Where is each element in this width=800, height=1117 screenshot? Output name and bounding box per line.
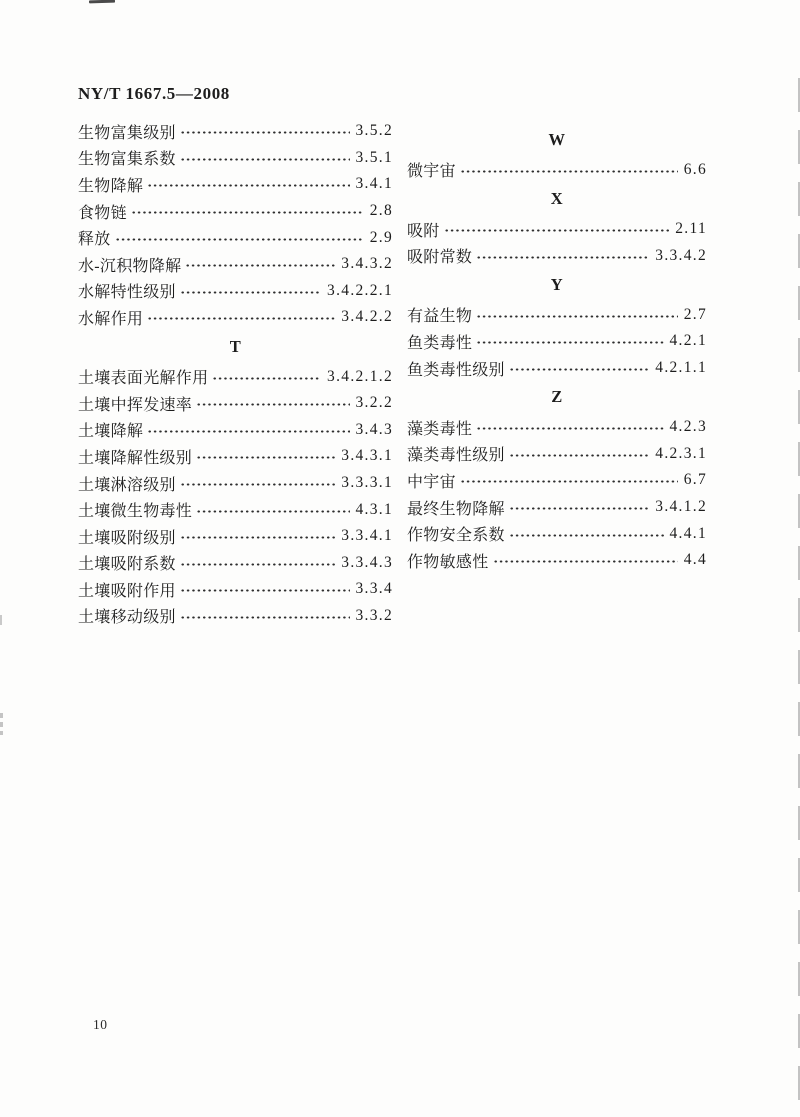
section-ref: 3.3.3.1 [341, 474, 393, 492]
section-ref: 3.3.4.1 [341, 527, 393, 545]
index-term: 生物富集系数 [78, 151, 176, 169]
dot-leader [196, 390, 349, 417]
index-entry [407, 328, 707, 355]
section-ref: 2.11 [675, 220, 707, 238]
index-entry [407, 302, 707, 329]
index-term: 中宇宙 [407, 473, 456, 491]
dot-leader [460, 467, 678, 494]
dot-leader [180, 470, 335, 497]
index-term: 微宇宙 [407, 163, 456, 181]
index-entry [78, 576, 393, 603]
index-term: 水-沉积物降解 [78, 257, 182, 275]
index-entry [407, 494, 707, 521]
index-entry [78, 145, 393, 172]
index-term: 土壤降解性级别 [78, 449, 193, 467]
dot-leader [147, 417, 349, 444]
index-term: 吸附常数 [407, 249, 473, 267]
index-entry [78, 171, 393, 198]
page-number: 10 [93, 1017, 108, 1032]
scan-artifact-left-edge [0, 713, 3, 735]
index-term: 食物链 [78, 204, 127, 222]
section-ref: 3.5.2 [355, 122, 393, 140]
section-ref: 4.2.1.1 [655, 359, 707, 377]
section-ref: 3.3.2 [355, 606, 393, 624]
index-entry [78, 470, 393, 497]
index-letter-heading: T [229, 336, 242, 356]
index-term: 生物富集级别 [78, 124, 176, 142]
dot-leader [476, 242, 649, 269]
dot-leader [115, 224, 364, 251]
dot-leader [476, 302, 678, 329]
section-ref: 3.4.3 [355, 420, 393, 438]
index-term: 土壤降解 [78, 423, 144, 441]
dot-leader [196, 443, 335, 470]
index-term: 吸附 [407, 222, 440, 240]
dot-leader [476, 328, 663, 355]
dot-leader [180, 550, 335, 577]
standard-number-header: NY/T 1667.5—2008 [78, 84, 230, 103]
dot-leader [509, 355, 649, 382]
dot-leader [509, 494, 649, 521]
index-term: 水解作用 [78, 310, 144, 328]
index-entry [407, 547, 707, 574]
index-entry [78, 496, 393, 523]
index-term: 土壤移动级别 [78, 609, 176, 627]
scan-artifact-top-edge [89, 0, 115, 3]
index-entry [78, 523, 393, 550]
index-term: 水解特性级别 [78, 284, 176, 302]
dot-leader [180, 278, 321, 305]
index-entry [78, 363, 393, 390]
section-ref: 4.4 [683, 551, 707, 569]
index-term: 土壤淋溶级别 [78, 476, 176, 494]
dot-leader [131, 198, 364, 225]
index-entry [78, 224, 393, 251]
dot-leader [509, 520, 664, 547]
index-entry [78, 550, 393, 577]
section-ref: 4.4.1 [669, 524, 707, 542]
section-ref: 2.7 [683, 305, 707, 323]
index-entry [78, 251, 393, 278]
section-ref: 3.4.1.2 [655, 498, 707, 516]
section-ref: 3.5.1 [355, 148, 393, 166]
section-ref: 3.3.4.2 [655, 246, 707, 264]
dot-leader [180, 145, 350, 172]
index-term: 作物敏感性 [407, 553, 489, 571]
index-term: 生物降解 [78, 177, 144, 195]
section-ref: 4.3.1 [355, 500, 393, 518]
dot-leader [180, 523, 335, 550]
dot-leader [460, 157, 678, 184]
dot-leader [476, 414, 663, 441]
section-ref: 2.9 [369, 228, 393, 246]
index-term: 藻类毒性级别 [407, 447, 505, 465]
scan-artifact-left-edge [0, 615, 2, 625]
index-term: 土壤吸附级别 [78, 529, 176, 547]
index-entry [407, 441, 707, 468]
index-entry [407, 467, 707, 494]
section-ref: 2.8 [369, 202, 393, 220]
index-entry [407, 157, 707, 184]
section-ref: 3.4.2.2 [341, 308, 393, 326]
index-entry [407, 355, 707, 382]
index-entry [78, 417, 393, 444]
dot-leader [444, 216, 670, 243]
index-letter-heading: X [550, 189, 564, 209]
index-entry [78, 443, 393, 470]
index-entry [78, 198, 393, 225]
index-term: 藻类毒性 [407, 420, 473, 438]
dot-leader [509, 441, 649, 468]
dot-leader [196, 496, 349, 523]
index-right-column [407, 124, 707, 574]
index-letter-heading: Z [551, 387, 563, 407]
index-entry [407, 242, 707, 269]
index-entry [78, 390, 393, 417]
index-term: 土壤吸附系数 [78, 556, 176, 574]
section-ref: 3.4.2.1.2 [327, 367, 393, 385]
index-entry [78, 118, 393, 145]
section-ref: 3.3.4.3 [341, 553, 393, 571]
index-entry [78, 278, 393, 305]
index-term: 土壤微生物毒性 [78, 503, 193, 521]
index-term: 土壤表面光解作用 [78, 370, 209, 388]
index-term: 土壤吸附作用 [78, 582, 176, 600]
index-entry [407, 520, 707, 547]
dot-leader [212, 363, 321, 390]
section-ref: 3.3.4 [355, 580, 393, 598]
dot-leader [147, 304, 335, 331]
index-entry [407, 216, 707, 243]
section-ref: 3.2.2 [355, 394, 393, 412]
section-ref: 4.2.3.1 [655, 444, 707, 462]
index-entry [407, 414, 707, 441]
section-ref: 4.2.3 [669, 418, 707, 436]
section-ref: 3.4.3.1 [341, 447, 393, 465]
section-ref: 3.4.2.2.1 [327, 281, 393, 299]
dot-leader [185, 251, 335, 278]
dot-leader [180, 576, 350, 603]
index-letter-heading: Y [550, 274, 564, 294]
section-ref: 4.2.1 [669, 332, 707, 350]
index-left-column [78, 118, 393, 629]
index-term: 鱼类毒性 [407, 334, 473, 352]
section-ref: 3.4.1 [355, 175, 393, 193]
index-term: 有益生物 [407, 308, 473, 326]
dot-leader [493, 547, 678, 574]
section-ref: 3.4.3.2 [341, 255, 393, 273]
dot-leader [147, 171, 349, 198]
index-term: 最终生物降解 [407, 500, 505, 518]
dot-leader [180, 118, 350, 145]
index-entry [78, 603, 393, 630]
index-term: 土壤中挥发速率 [78, 396, 193, 414]
index-term: 作物安全系数 [407, 527, 505, 545]
section-ref: 6.7 [683, 471, 707, 489]
index-term: 释放 [78, 231, 111, 249]
index-term: 鱼类毒性级别 [407, 361, 505, 379]
dot-leader [180, 603, 350, 630]
index-entry [78, 304, 393, 331]
section-ref: 6.6 [683, 160, 707, 178]
index-letter-heading: W [548, 130, 566, 149]
